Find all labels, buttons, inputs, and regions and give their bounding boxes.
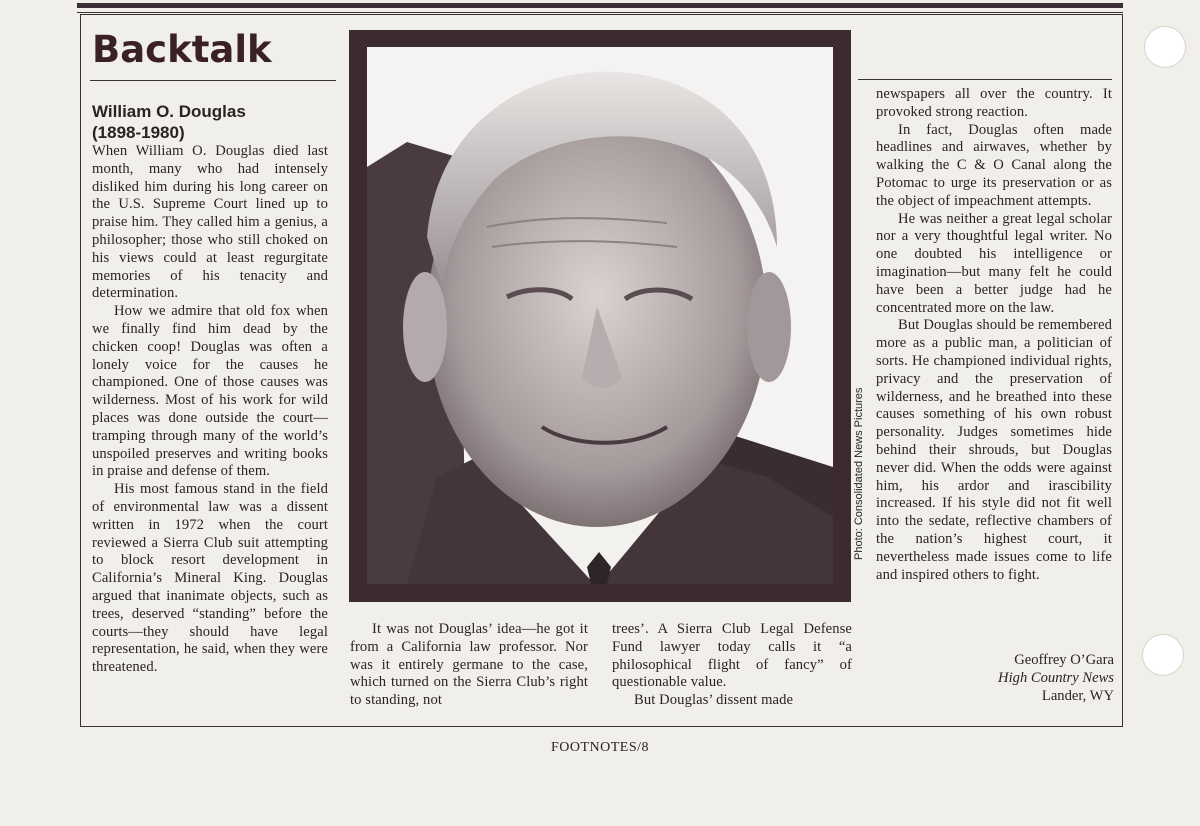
- author-name: Geoffrey O’Gara: [1014, 652, 1114, 668]
- paragraph: It was not Douglas’ idea—he got it from a California law professor. Nor was it entirely germane to the case, which turned on the Sierra Club’s right to standing, not: [350, 621, 588, 709]
- paragraph: newspapers all over the country. It provoked strong reaction.: [876, 86, 1112, 120]
- author-signature: [900, 652, 1114, 705]
- paragraph: In fact, Douglas often made headlines and airwaves, whether by walking the C & O Canal along the Potomac to urge its preservation or as the object of impeachment attempts.: [876, 121, 1112, 209]
- author-location: Lander, WY: [1041, 687, 1114, 704]
- punch-hole-top: [1144, 26, 1186, 68]
- photo-credit: Photo: Consolidated News Pictures: [853, 387, 865, 560]
- portrait-photo-frame: [349, 30, 851, 602]
- column-1: [92, 143, 328, 677]
- article-headline: [92, 101, 246, 143]
- paragraph: He was neither a great legal scholar nor a very thoughtful legal writer. No one doubted his intelligence or imagination—but many felt he could have been a better judge had he concentrated more on the law.: [876, 210, 1112, 316]
- top-rule-thin: [77, 12, 1123, 13]
- paragraph: But Douglas should be remembered more as a public man, a politician of sorts. He championed individual rights, privacy and the preservation of wilderness, and he breathed into these causes something of his own robust personality. Judges sometimes hide behind their shrouds, but Douglas never did. When the odds were against him, his ardor and irascibility increased. If his style did not fit well into the sedate, reflective chambers of the nation’s highest court, it nevertheless made issues come to life and inspired others to fight.: [876, 317, 1112, 583]
- column-rule: [858, 79, 1112, 80]
- paragraph: When William O. Douglas died last month, many who had intensely disliked him during his long career on the U.S. Supreme Court lined up to praise him. They called him a genius, a philosopher; those who still choked on his views could at least regurgitate memories of his tenacity and determination.: [92, 143, 328, 302]
- paragraph: But Douglas’ dissent made: [634, 692, 794, 709]
- column-4: [876, 86, 1112, 584]
- paragraph: trees’. A Sierra Club Legal Defense Fund lawyer today calls it “a philosophical flight of fancy” of questionable value.: [612, 621, 852, 691]
- page-footer: FOOTNOTES/8: [550, 740, 650, 755]
- column-3: [612, 621, 852, 710]
- portrait-photo: [367, 47, 833, 584]
- top-rule: [77, 3, 1123, 8]
- portrait-illustration: [367, 47, 833, 584]
- paragraph: His most famous stand in the field of environmental law was a dissent written in 1972 when the court reviewed a Sierra Club suit attempting to block resort development in California’s Mineral King. Douglas argued that inanimate objects, such as trees, deserved “standing” before the courts—they should have legal representation, he said, when they were threatened.: [92, 481, 328, 676]
- punch-hole-bottom: [1142, 634, 1184, 676]
- paragraph: How we admire that old fox when we finally find him dead by the chicken coop! Douglas was often a lonely voice for the causes he championed. One of those causes was wilderness. Most of his work for wild places was done outside the court—tramping through many of the world’s unspoiled preserves and writing books in praise and defense of them.: [92, 303, 328, 480]
- headline-name: William O. Douglas: [92, 102, 246, 121]
- publication-name: High Country News: [998, 669, 1114, 686]
- column-2: [350, 621, 588, 710]
- masthead-title: Backtalk: [92, 28, 272, 71]
- headline-dates: (1898-1980): [92, 123, 185, 142]
- masthead-rule: [90, 80, 336, 81]
